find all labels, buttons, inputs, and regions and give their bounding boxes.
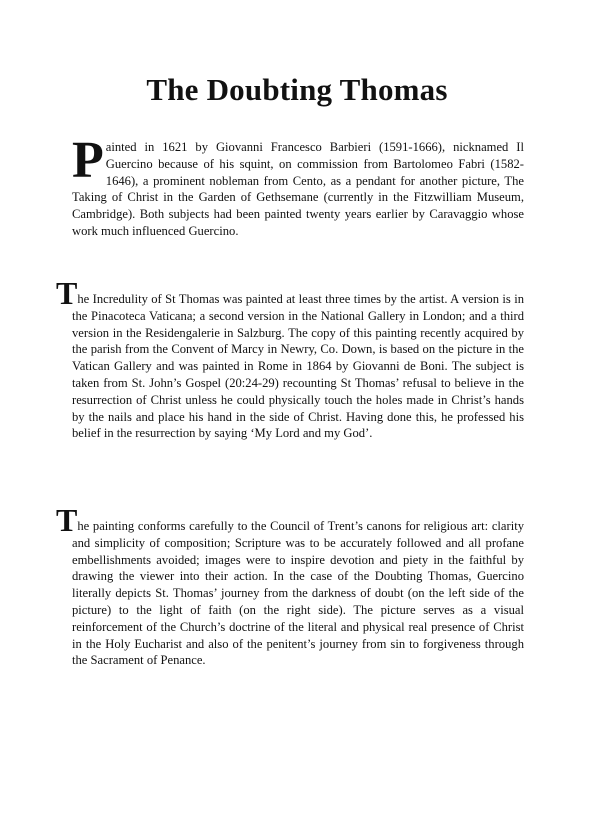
paragraph-2 [56, 275, 524, 442]
paragraph-3 [56, 502, 524, 669]
drop-cap-initial: T [56, 275, 78, 311]
paragraph-1 [72, 132, 524, 240]
paragraph-3-text: he painting conforms carefully to the Council of Trent’s canons for religious art: clarity and simplicity of composition; Scripture was to be accurately followed and all profane embellishments avoided; images were to inspire devotion and piety in the faithful by drawing the viewer into their action. In the case of the Doubting Thomas, Guercino literally depicts St. Thomas’ journey from the darkness of doubt (on the left side of the picture) to the light of faith (on the right side). The picture serves as a visual reinforcement of the Church’s doctrine of the literal and physical real presence of Christ in the Holy Eucharist and also of the penitent’s journey from sin to forgiveness through the Sacrament of Penance. [72, 519, 524, 668]
drop-cap-initial: T [56, 502, 78, 538]
paragraph-2-text: he Incredulity of St Thomas was painted at least three times by the artist. A version is in the Pinacoteca Vaticana; a second version in the National Gallery in London; and a third version in the Residengalerie in Salzburg. The copy of this painting recently acquired by the parish from the Convent of Marcy in Newry, Co. Down, is based on the picture in the Vatican Gallery and was painted in Rome in 1864 by Giovanni de Boni. The subject is taken from St. John’s Gospel (20:24-29) recounting St Thomas’ refusal to believe in the resurrection of Christ unless he could physically touch the holes made in Christ’s hands by the nails and place his hand in the side of Christ. Having done this, he professed his belief in the resurrection by saying ‘My Lord and my God’. [72, 292, 524, 441]
drop-cap-initial: P [72, 132, 104, 189]
paragraph-1-text: ainted in 1621 by Giovanni Francesco Barbieri (1591-1666), nicknamed Il Guercino because of his squint, on commission from Bartolomeo Fabri (1582-1646), a prominent nobleman from Cento, as a pendant for another picture, The Taking of Christ in the Garden of Gethsemane (currently in the Fitzwilliam Museum, Cambridge). Both subjects had been painted twenty years earlier by Caravaggio whose work much influenced Guercino. [72, 140, 524, 238]
page-title: The Doubting Thomas [146, 72, 448, 107]
